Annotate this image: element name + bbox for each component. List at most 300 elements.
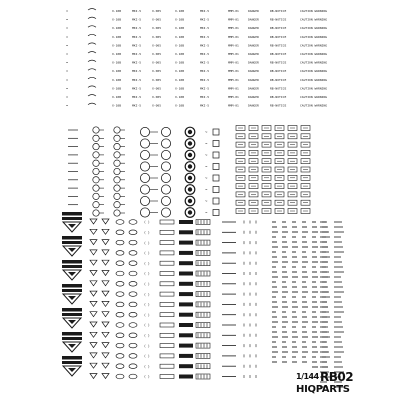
caution-mark: CAUTION WARNING [300, 17, 328, 22]
mark-glyph: = [66, 103, 69, 108]
squiggle-mark: ~ [205, 164, 208, 169]
callsign-mark: X-005 [152, 9, 162, 13]
callsign-mark: X-10B [175, 95, 185, 99]
callsign-mark: X-10B [175, 52, 185, 56]
oval-mark [129, 251, 137, 256]
callsign-mark: X-005 [152, 69, 162, 74]
notice-mark: RB-NOTICE [270, 9, 287, 13]
warn-mark: DANGER [248, 60, 259, 65]
bracket-mark: ( ) [144, 292, 150, 297]
oval-mark [129, 333, 137, 338]
series-label: RB02 [320, 370, 354, 384]
label-plate [160, 272, 174, 276]
label-plate [160, 230, 174, 234]
bracket-mark: ( ) [144, 240, 150, 245]
mark-arc [88, 86, 96, 88]
callsign-mark: X-10B [112, 17, 122, 22]
small-triangle [102, 301, 109, 306]
callsign-mark: MKI-5 [200, 77, 210, 82]
label-plate-filled [179, 354, 193, 358]
bracket-mark: ( ) [144, 374, 150, 379]
oval-mark [129, 312, 137, 317]
mark-arc [88, 95, 96, 97]
callsign-mark: X-10B [112, 60, 122, 65]
oval-mark [129, 323, 137, 328]
oval-mark [116, 343, 124, 348]
reg-mark: MMM-01 [228, 86, 239, 91]
small-triangle [90, 332, 97, 337]
label-plate-filled [179, 230, 193, 234]
small-triangle [102, 332, 109, 337]
squiggle-mark: ~ [205, 187, 208, 192]
oval-mark [129, 240, 137, 245]
ring-mark [114, 202, 120, 208]
mark-arc [88, 103, 96, 105]
small-triangle [102, 363, 109, 368]
mark-arc [88, 34, 96, 36]
emblem-ring [140, 185, 149, 194]
notice-mark: RB-NOTICE [270, 60, 287, 65]
caution-mark: CAUTION WARNING [300, 9, 328, 13]
box-mark [213, 152, 219, 158]
bracket-mark: ( ) [144, 261, 150, 266]
box-mark [213, 198, 219, 204]
emblem-ring [161, 173, 170, 182]
callsign-mark: MKI-5 [200, 26, 210, 31]
warning-triangle-core [68, 368, 76, 372]
notice-mark: RB-NOTICE [270, 86, 287, 91]
callsign-mark: MKI-5 [132, 17, 142, 22]
ring-mark [93, 202, 99, 208]
small-triangle [102, 250, 109, 255]
caution-mark: CAUTION WARNING [300, 95, 328, 99]
notice-mark: RB-NOTICE [270, 103, 287, 108]
plaque-mark [62, 313, 82, 316]
emblem-ring [140, 127, 149, 136]
callsign-mark: MKI-5 [200, 60, 210, 65]
emblem-ring [140, 208, 149, 217]
callsign-mark: MKI-5 [132, 26, 142, 31]
callsign-mark: X-10B [112, 86, 122, 91]
squiggle-mark: ~ [205, 210, 208, 215]
bracket-mark: ( ) [144, 282, 150, 286]
callsign-mark: MKI-5 [132, 60, 142, 65]
badge-core [188, 164, 192, 168]
oval-mark [116, 312, 124, 317]
emblem-ring [161, 196, 170, 205]
mark-glyph: = [66, 17, 69, 22]
callsign-mark: X-005 [152, 34, 162, 39]
callsign-mark: MKI-5 [200, 95, 210, 99]
callsign-mark: MKI-5 [132, 95, 142, 99]
callsign-mark: MKI-5 [200, 52, 210, 56]
mark-arc [88, 17, 96, 19]
small-triangle [90, 312, 97, 317]
warn-mark: DANGER [248, 34, 259, 39]
oval-mark [129, 271, 137, 276]
callsign-mark: X-005 [152, 52, 162, 56]
emblem-ring [140, 162, 149, 171]
warn-mark: DANGER [248, 26, 259, 31]
ring-mark [114, 210, 120, 216]
caution-mark: CAUTION WARNING [300, 69, 328, 74]
mark-glyph: = [66, 69, 69, 74]
box-mark [213, 164, 219, 170]
small-triangle [90, 260, 97, 265]
mark-glyph: = [66, 95, 69, 99]
badge-core [188, 210, 192, 214]
mark-arc [88, 77, 96, 79]
ring-mark [114, 143, 120, 149]
bracket-mark: ( ) [144, 364, 150, 369]
label-plate-filled [179, 272, 193, 276]
oval-mark [116, 230, 124, 235]
oval-mark [129, 343, 137, 348]
small-triangle [90, 271, 97, 276]
callsign-mark: X-10B [175, 26, 185, 31]
mark-glyph: = [66, 43, 69, 48]
plaque-mark [62, 265, 82, 268]
callsign-mark: X-10B [175, 17, 185, 22]
label-plate [160, 302, 174, 306]
notice-mark: RB-NOTICE [270, 77, 287, 82]
oval-mark [116, 251, 124, 256]
plaque-mark [62, 289, 82, 292]
callsign-mark: X-10B [175, 86, 185, 91]
callsign-mark: X-10B [175, 34, 185, 39]
oval-mark [116, 333, 124, 338]
ring-mark [114, 127, 120, 133]
label-plate [160, 261, 174, 265]
small-triangle [90, 301, 97, 306]
label-plate [160, 364, 174, 368]
bracket-mark: ( ) [144, 220, 150, 225]
label-plate [160, 251, 174, 255]
callsign-mark: X-10B [175, 77, 185, 82]
ring-mark [114, 193, 120, 199]
bracket-mark: ( ) [144, 230, 150, 235]
small-triangle [90, 291, 97, 296]
callsign-mark: X-10B [112, 34, 122, 39]
oval-mark [116, 261, 124, 266]
emblem-ring [161, 185, 170, 194]
oval-mark [129, 282, 137, 287]
callsign-mark: X-10B [112, 95, 122, 99]
brand-logo [296, 372, 362, 396]
warn-mark: DANGER [248, 103, 259, 108]
callsign-mark: MKI-5 [200, 34, 210, 39]
squiggle-mark: ~ [205, 141, 208, 146]
oval-mark [129, 261, 137, 266]
warning-triangle-core [68, 272, 76, 276]
mark-glyph: = [66, 86, 69, 91]
bracket-mark: ( ) [144, 251, 150, 256]
ring-mark [114, 152, 120, 158]
callsign-mark: X-005 [152, 86, 162, 91]
bracket-mark: ( ) [144, 302, 150, 307]
caution-mark: CAUTION WARNING [300, 60, 328, 65]
warn-mark: DANGER [248, 95, 259, 99]
box-mark [213, 187, 219, 193]
warning-triangle-core [68, 224, 76, 228]
mark-arc [88, 69, 96, 71]
callsign-mark: X-10B [112, 9, 122, 13]
callsign-mark: MKI-5 [132, 77, 142, 82]
callsign-mark: X-10B [112, 69, 122, 74]
mark-glyph: = [66, 60, 69, 65]
callsign-mark: X-10B [175, 60, 185, 65]
oval-mark [129, 364, 137, 369]
callsign-mark: X-005 [152, 17, 162, 22]
warn-mark: DANGER [248, 77, 259, 82]
small-triangle [90, 322, 97, 327]
reg-mark: MMM-01 [228, 69, 239, 74]
notice-mark: RB-NOTICE [270, 69, 287, 74]
notice-mark: RB-NOTICE [270, 43, 287, 48]
warning-triangle-core [68, 344, 76, 348]
emblem-ring [161, 127, 170, 136]
bracket-mark: ( ) [144, 323, 150, 328]
label-plate-filled [179, 292, 193, 296]
ring-mark [93, 185, 99, 191]
label-plate-filled [179, 323, 193, 327]
oval-mark [129, 302, 137, 307]
plaque-mark [62, 284, 82, 288]
emblem-ring [140, 173, 149, 182]
callsign-mark: MKI-5 [200, 17, 210, 22]
callsign-mark: MKI-5 [132, 9, 142, 13]
label-plate [160, 323, 174, 327]
callsign-mark: X-005 [152, 43, 162, 48]
callsign-mark: X-005 [152, 77, 162, 82]
callsign-mark: X-10B [112, 103, 122, 108]
ring-mark [93, 160, 99, 166]
caution-mark: CAUTION WARNING [300, 103, 328, 108]
caution-mark: CAUTION WARNING [300, 34, 328, 39]
oval-mark [116, 292, 124, 297]
label-plate [160, 375, 174, 379]
callsign-mark: MKI-5 [200, 9, 210, 13]
callsign-mark: MKI-5 [132, 86, 142, 91]
bracket-mark: ( ) [144, 343, 150, 348]
emblem-ring [140, 139, 149, 148]
box-mark [213, 129, 219, 135]
reg-mark: MMM-01 [228, 43, 239, 48]
oval-mark [116, 374, 124, 379]
mark-arc [88, 43, 96, 45]
callsign-mark: MKI-5 [200, 103, 210, 108]
mark-glyph: = [66, 52, 69, 56]
oval-mark [129, 292, 137, 297]
notice-mark: RB-NOTICE [270, 17, 287, 22]
oval-mark [116, 364, 124, 369]
label-plate-filled [179, 313, 193, 317]
emblem-ring [161, 208, 170, 217]
callsign-mark: MKI-5 [132, 34, 142, 39]
small-triangle [90, 281, 97, 286]
reg-mark: MMM-01 [228, 34, 239, 39]
box-mark [213, 141, 219, 147]
small-triangle [90, 353, 97, 358]
scale-label: 1/144 [296, 372, 319, 381]
small-triangle [102, 312, 109, 317]
warn-mark: DANGER [248, 86, 259, 91]
small-triangle [90, 229, 97, 234]
reg-mark: MMM-01 [228, 26, 239, 31]
ring-mark [114, 168, 120, 174]
oval-mark [129, 374, 137, 379]
label-plate-filled [179, 282, 193, 286]
warn-mark: DANGER [248, 52, 259, 56]
oval-mark [129, 220, 137, 225]
mark-glyph: = [66, 9, 69, 13]
ring-mark [93, 177, 99, 183]
ring-mark [93, 152, 99, 158]
label-plate [160, 292, 174, 296]
small-triangle [90, 250, 97, 255]
label-plate-filled [179, 302, 193, 306]
reg-mark: MMM-01 [228, 52, 239, 56]
badge-core [188, 187, 192, 191]
maker-label: HIQPARTS [296, 384, 350, 395]
plaque-mark [62, 241, 82, 244]
mark-glyph: = [66, 26, 69, 31]
bracket-mark: ( ) [144, 354, 150, 359]
callsign-mark: MKI-5 [200, 43, 210, 48]
oval-mark [116, 271, 124, 276]
plaque-mark [62, 308, 82, 312]
caution-mark: CAUTION WARNING [300, 43, 328, 48]
small-triangle [102, 219, 109, 224]
mark-glyph: = [66, 34, 69, 39]
label-plate-filled [179, 241, 193, 245]
ring-mark [93, 143, 99, 149]
callsign-mark: X-10B [112, 26, 122, 31]
label-plate [160, 313, 174, 317]
small-triangle [90, 363, 97, 368]
reg-mark: MMM-01 [228, 60, 239, 65]
small-triangle [90, 343, 97, 348]
notice-mark: RB-NOTICE [270, 34, 287, 39]
label-plate-filled [179, 333, 193, 337]
oval-mark [116, 220, 124, 225]
callsign-mark: X-005 [152, 95, 162, 99]
ring-mark [93, 127, 99, 133]
emblem-ring [161, 162, 170, 171]
callsign-mark: X-10B [175, 103, 185, 108]
small-triangle [102, 353, 109, 358]
callsign-mark: MKI-5 [132, 52, 142, 56]
warning-triangle-core [68, 320, 76, 324]
oval-mark [116, 240, 124, 245]
plaque-mark [62, 212, 82, 216]
label-plate [160, 220, 174, 224]
ring-mark [93, 210, 99, 216]
badge-core [188, 176, 192, 180]
badge-core [188, 153, 192, 157]
mark-arc [88, 52, 96, 54]
plaque-mark [62, 356, 82, 360]
oval-mark [116, 282, 124, 287]
label-plate-filled [179, 375, 193, 379]
bracket-mark: ( ) [144, 271, 150, 276]
reg-mark: MMM-01 [228, 9, 239, 13]
emblem-ring [161, 150, 170, 159]
small-triangle [102, 229, 109, 234]
callsign-mark: MKI-5 [200, 86, 210, 91]
small-triangle [102, 343, 109, 348]
callsign-mark: X-10B [112, 52, 122, 56]
reg-mark: MMM-01 [228, 103, 239, 108]
label-plate [160, 241, 174, 245]
caution-mark: CAUTION WARNING [300, 52, 328, 56]
emblem-ring [140, 150, 149, 159]
plaque-mark [62, 260, 82, 264]
badge-core [188, 199, 192, 203]
callsign-mark: X-005 [152, 26, 162, 31]
small-triangle [102, 271, 109, 276]
notice-mark: RB-NOTICE [270, 52, 287, 56]
reg-mark: MMM-01 [228, 77, 239, 82]
squiggle-mark: ~ [205, 175, 208, 181]
callsign-mark: X-005 [152, 103, 162, 108]
small-triangle [102, 322, 109, 327]
callsign-mark: X-10B [175, 69, 185, 74]
warn-mark: DANGER [248, 17, 259, 22]
label-plate-filled [179, 364, 193, 368]
squiggle-mark: ~ [205, 152, 208, 158]
oval-mark [116, 354, 124, 359]
callsign-mark: X-10B [112, 77, 122, 82]
warning-triangle-core [68, 248, 76, 252]
ring-mark [93, 135, 99, 141]
warning-triangle-core [68, 296, 76, 300]
callsign-mark: MKI-5 [132, 43, 142, 48]
label-plate [160, 354, 174, 358]
callsign-mark: X-10B [175, 43, 185, 48]
mark-glyph: = [66, 77, 69, 82]
plaque-mark [62, 337, 82, 340]
warn-mark: DANGER [248, 43, 259, 48]
bracket-mark: ( ) [144, 333, 150, 338]
oval-mark [129, 230, 137, 235]
notice-mark: RB-NOTICE [270, 95, 287, 99]
caution-mark: CAUTION WARNING [300, 77, 328, 82]
label-plate-filled [179, 261, 193, 265]
ring-mark [114, 177, 120, 183]
emblem-ring [161, 139, 170, 148]
ring-mark [114, 135, 120, 141]
plaque-mark [62, 236, 82, 240]
plaque-mark [62, 332, 82, 336]
badge-core [188, 141, 192, 145]
callsign-mark: MKI-5 [132, 69, 142, 74]
box-mark [213, 210, 219, 216]
ring-mark [114, 160, 120, 166]
small-triangle [102, 291, 109, 296]
label-plate-filled [179, 220, 193, 224]
plaque-mark [62, 361, 82, 364]
small-triangle [90, 240, 97, 245]
callsign-mark: X-10B [175, 9, 185, 13]
ring-mark [93, 168, 99, 174]
plaque-mark [62, 217, 82, 220]
warn-mark: DANGER [248, 69, 259, 74]
box-mark [213, 175, 219, 181]
notice-mark: RB-NOTICE [270, 26, 287, 31]
reg-mark: MMM-01 [228, 95, 239, 99]
callsign-mark: X-005 [152, 60, 162, 65]
